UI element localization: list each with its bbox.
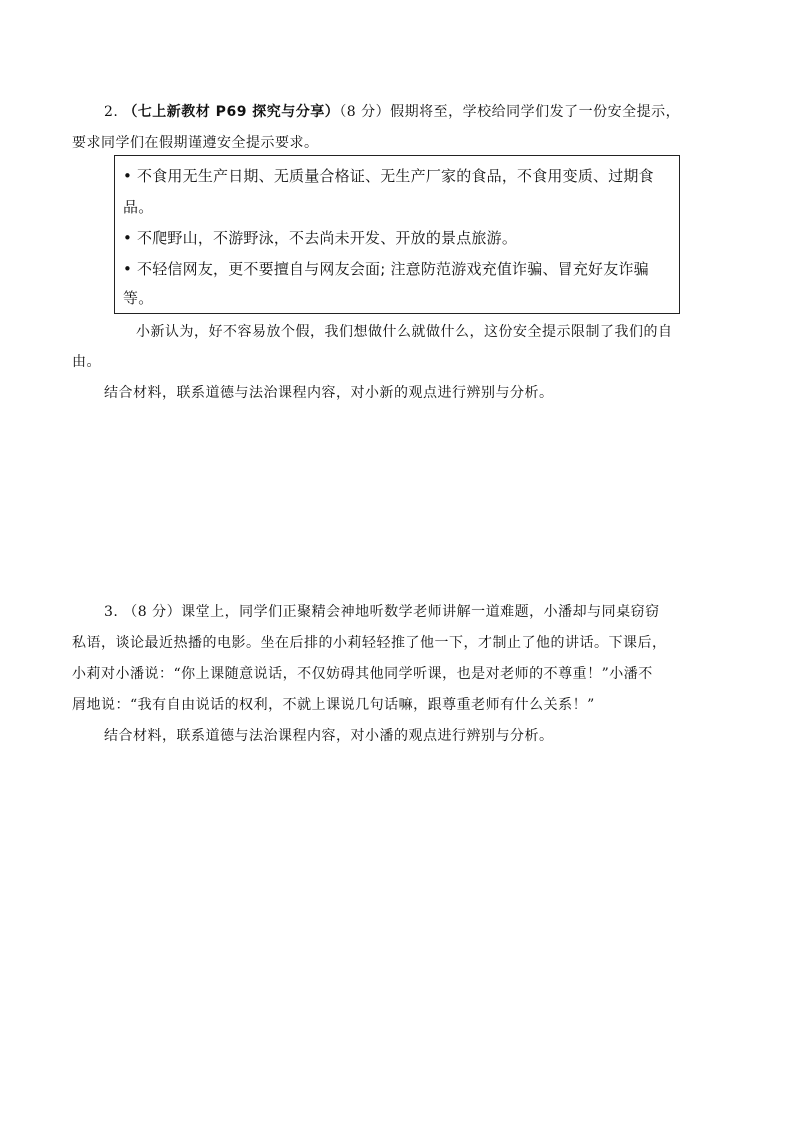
q3-stem-line-4: 屑地说：“我有自由说话的权利，不就上课说几句话嘛，跟尊重老师有什么关系！” bbox=[72, 697, 595, 713]
q2-source: （七上新教材 P69 探究与分享） bbox=[123, 104, 340, 120]
q2-material-line-2: 由。 bbox=[72, 354, 101, 370]
q2-stem-rest: （8 分）假期将至，学校给同学们发了一份安全提示， bbox=[339, 104, 681, 120]
safety-tip-line-1: • 不食用无生产日期、无质量合格证、无生产厂家的食品，不食用变质、过期食 bbox=[123, 167, 654, 185]
safety-tip-line-4: • 不轻信网友，更不要擅自与网友会面; 注意防范游戏充值诈骗、冒充好友诈骗 bbox=[123, 260, 649, 278]
q3-stem-line-1: 3. （8 分）课堂上，同学们正聚精会神地听数学老师讲解一道难题，小潘却与同桌窃窃 bbox=[104, 604, 660, 620]
safety-tip-line-2: 品。 bbox=[123, 198, 154, 216]
q2-stem-line-2: 要求同学们在假期谨遵安全提示要求。 bbox=[72, 135, 319, 151]
safety-tip-line-3: • 不爬野山，不游野泳，不去尚未开发、开放的景点旅游。 bbox=[123, 229, 518, 247]
q2-number: 2. bbox=[104, 104, 119, 120]
q2-task: 结合材料，联系道德与法治课程内容，对小新的观点进行辨别与分析。 bbox=[104, 385, 554, 401]
q3-stem-line-3: 小莉对小潘说：“你上课随意说话，不仅妨碍其他同学听课，也是对老师的不尊重！”小潘不 bbox=[72, 666, 653, 682]
q3-task: 结合材料，联系道德与法治课程内容，对小潘的观点进行辨别与分析。 bbox=[104, 728, 554, 744]
q2-material-line-1: 小新认为，好不容易放个假，我们想做什么就做什么，这份安全提示限制了我们的自 bbox=[136, 324, 673, 340]
q3-stem-line-2: 私语，谈论最近热播的电影。坐在后排的小莉轻轻推了他一下，才制止了他的讲话。下课后， bbox=[72, 635, 667, 651]
safety-tips-box bbox=[114, 155, 680, 314]
safety-tip-line-5: 等。 bbox=[123, 289, 154, 307]
q2-stem-line-1 bbox=[104, 101, 732, 123]
